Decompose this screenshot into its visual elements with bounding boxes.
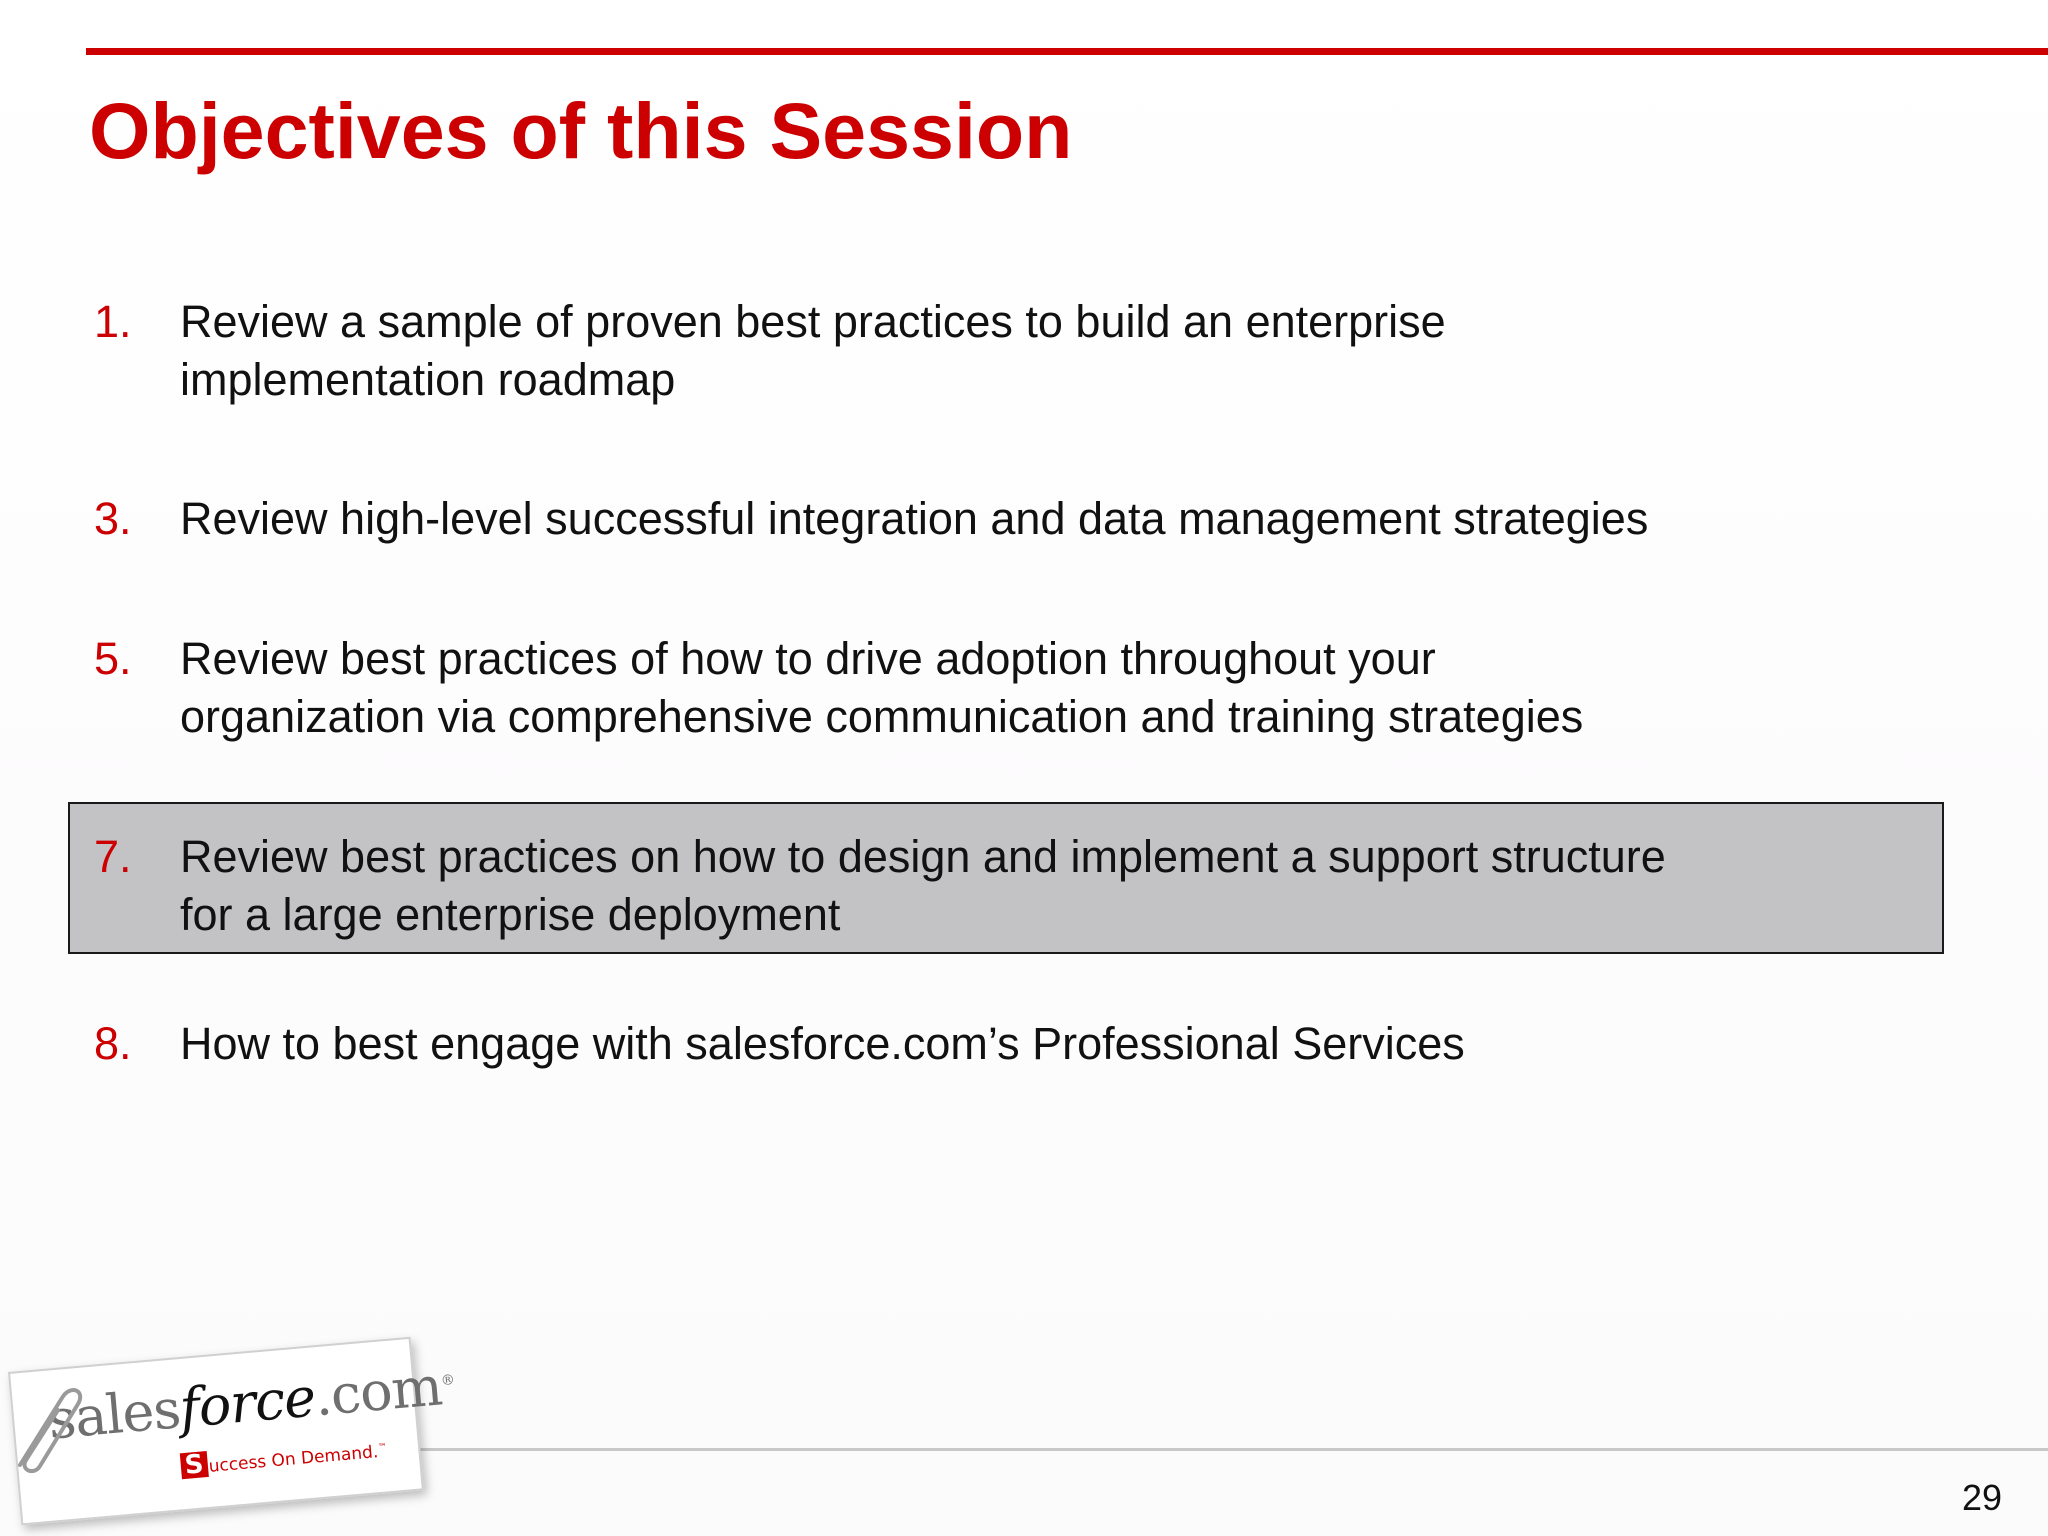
slide-title: Objectives of this Session bbox=[89, 86, 1073, 175]
objective-line: implementation roadmap bbox=[180, 354, 676, 405]
objective-text bbox=[180, 293, 1800, 409]
objective-line: Review high-level successful integration and data management strategies bbox=[180, 493, 1649, 544]
logo-wordmark bbox=[46, 1353, 457, 1451]
paperclip-icon bbox=[0, 1370, 90, 1480]
top-red-rule bbox=[86, 48, 2048, 55]
logo-force: force bbox=[176, 1365, 318, 1441]
objective-line: for a large enterprise deployment bbox=[180, 889, 841, 940]
logo-dotcom: .com bbox=[311, 1354, 445, 1429]
objective-line: Review a sample of proven best practices to build an enterprise bbox=[180, 296, 1446, 347]
objective-number: 7. bbox=[94, 831, 132, 882]
objective-text bbox=[180, 630, 1800, 746]
footer-rule bbox=[400, 1448, 2048, 1451]
objective-line: Review best practices on how to design and implement a support structure bbox=[180, 831, 1666, 882]
logo-tagline-text: uccess On Demand. bbox=[207, 1442, 380, 1477]
logo-trademark: ® bbox=[440, 1372, 455, 1390]
objective-line: organization via comprehensive communication and training strategies bbox=[180, 691, 1584, 742]
logo-s-mark: S bbox=[180, 1451, 209, 1479]
logo-sales: sales bbox=[45, 1377, 183, 1452]
objective-number: 5. bbox=[94, 633, 132, 684]
objective-line: Review best practices of how to drive adoption throughout your bbox=[180, 633, 1436, 684]
page-number: 29 bbox=[1962, 1477, 2003, 1518]
objective-text bbox=[180, 828, 1800, 944]
objective-number: 3. bbox=[94, 493, 132, 544]
logo-tagline bbox=[180, 1435, 388, 1479]
objective-number: 8. bbox=[94, 1018, 132, 1069]
logo-tagline-tm: ™ bbox=[377, 1442, 388, 1454]
objective-text bbox=[180, 490, 1800, 548]
objective-text bbox=[180, 1015, 1800, 1073]
objective-line: How to best engage with salesforce.com’s Professional Services bbox=[180, 1018, 1465, 1069]
objective-number: 1. bbox=[94, 296, 132, 347]
